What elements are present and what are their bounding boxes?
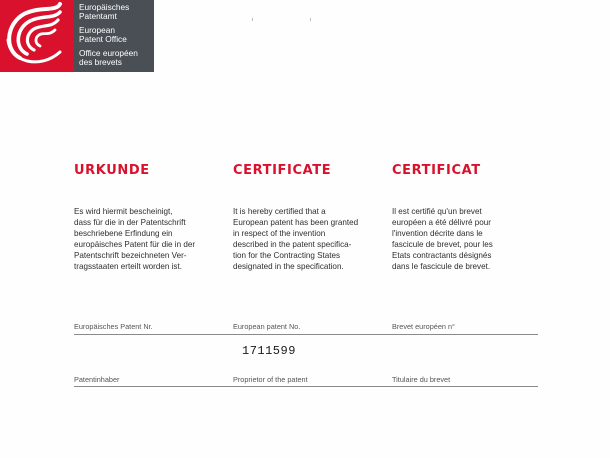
paragraph-line: tragsstaaten erteilt worden ist. — [74, 262, 182, 272]
paragraph-line: dass für die in der Patentschrift — [74, 218, 186, 228]
heading-urkunde: URKUNDE — [74, 163, 150, 178]
paragraph-line: européen a été délivré pour — [392, 218, 491, 228]
paragraph-line: tion for the Contracting States — [233, 251, 341, 261]
patent-label-en: European patent No. — [233, 322, 301, 331]
paragraph-line: It is hereby certified that a — [233, 207, 326, 216]
paragraph-line: described in the patent specifica- — [233, 240, 352, 250]
paper-mark — [252, 18, 253, 21]
paragraph-line: Es wird hiermit bescheinigt, — [74, 207, 173, 216]
paragraph-line: beschriebene Erfindung ein — [74, 229, 173, 239]
paragraph-line: Etats contractants désignés — [392, 251, 492, 261]
epo-logo-icon — [0, 0, 74, 72]
office-name-de-2: Patentamt — [79, 11, 117, 22]
paragraph-line: fascicule de brevet, pour les — [392, 240, 493, 250]
paragraph-line: dans le fascicule de brevet. — [392, 262, 491, 272]
paragraph-en — [233, 206, 383, 273]
paragraph-de — [74, 206, 224, 273]
epo-header — [0, 0, 154, 72]
proprietor-rule — [74, 386, 538, 387]
office-name-en-2: Patent Office — [79, 34, 127, 45]
patent-label-fr: Brevet européen n° — [392, 322, 455, 331]
patent-number-rule — [74, 334, 538, 335]
patent-label-de: Europäisches Patent Nr. — [74, 322, 153, 331]
paragraph-line: Il est certifié qu'un brevet — [392, 207, 482, 216]
paragraph-line: European patent has been granted — [233, 218, 359, 228]
paragraph-line: europäisches Patent für die in der — [74, 240, 196, 250]
paragraph-line: designated in the specification. — [233, 262, 344, 272]
paper-mark — [310, 18, 311, 21]
patent-number: 1711599 — [242, 344, 296, 358]
paragraph-line: l'invention décrite dans le — [392, 229, 483, 239]
office-name-de-1: Europäisches — [79, 2, 130, 12]
epo-office-names — [74, 0, 154, 72]
paragraph-line: Patentschrift bezeichneten Ver- — [74, 251, 187, 261]
office-name-fr-1: Office européen — [79, 47, 138, 58]
proprietor-label-fr: Titulaire du brevet — [392, 375, 451, 384]
paragraph-line: in respect of the invention — [233, 229, 326, 239]
office-name-fr-2: des brevets — [79, 57, 122, 68]
paragraph-fr — [392, 206, 542, 273]
proprietor-label-en: Proprietor of the patent — [233, 375, 308, 384]
heading-certificate: CERTIFICATE — [233, 163, 332, 178]
heading-certificat: CERTIFICAT — [392, 163, 481, 178]
proprietor-label-de: Patentinhaber — [74, 375, 120, 384]
office-name-en-1: European — [79, 24, 115, 35]
